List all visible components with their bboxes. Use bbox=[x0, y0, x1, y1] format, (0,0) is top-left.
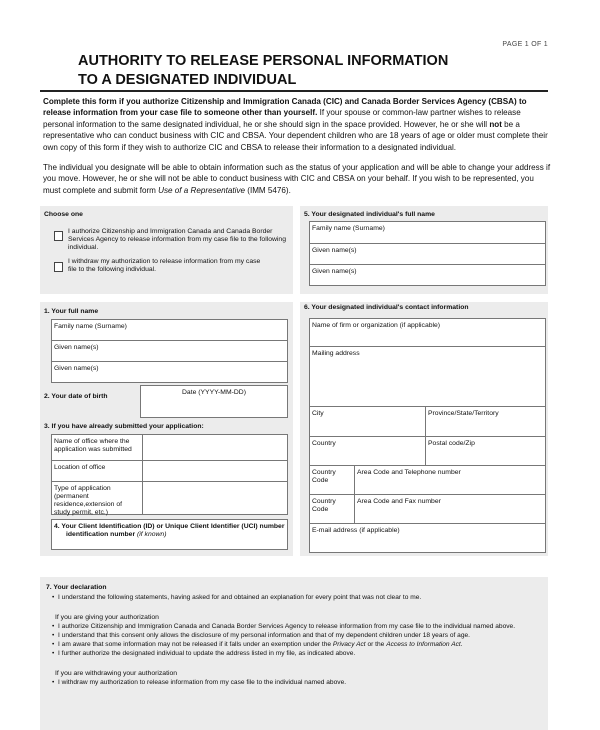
intro-p2: The individual you designate will be able to obtain information such as the status of your application and will be able to change your address if you move. However, he or she will not be able to conduct business with CIC and CBSA on your behalf. If you wish to be represented, you must complete and submit form bbox=[43, 163, 551, 195]
authorize-checkbox[interactable] bbox=[54, 231, 63, 241]
family-name-label: Family name (Surname) bbox=[54, 323, 127, 330]
page-number: PAGE 1 OF 1 bbox=[502, 41, 548, 48]
withdrawing-authorization-heading: If you are withdrawing your authorization bbox=[55, 670, 178, 677]
section-6-title: 6. Your designated individual's contact information bbox=[304, 304, 469, 311]
id-number-label: identification number bbox=[66, 531, 136, 538]
email-field[interactable] bbox=[309, 523, 546, 553]
given-name-label-1: Given name(s) bbox=[54, 344, 99, 351]
intro-text-end: be a representative who can conduct business with CIC and CBSA. Your dependent children who are 18 years of age or older must complete their own copy of this form if they wish to authorize CIC and CBSA to release their information to a designated individual. bbox=[43, 119, 548, 152]
mailing-address-label: Mailing address bbox=[312, 350, 360, 357]
given-name-2-field[interactable] bbox=[51, 361, 288, 383]
country-field[interactable] bbox=[309, 436, 426, 466]
section-1-title: 1. Your full name bbox=[44, 308, 99, 315]
designee-given-label-1: Given name(s) bbox=[312, 247, 357, 254]
fax-country-code-label: Country Code bbox=[312, 498, 336, 513]
bullet-3-or: or the bbox=[367, 641, 385, 648]
date-label: Date (YYYY-MM-DD) bbox=[182, 389, 246, 396]
postal-code-label: Postal code/Zip bbox=[428, 440, 475, 447]
title-rule bbox=[40, 90, 548, 92]
section-7-title: 7. Your declaration bbox=[46, 584, 107, 591]
choose-title: Choose one bbox=[44, 211, 83, 218]
mailing-address-field[interactable] bbox=[309, 346, 546, 407]
fax-label: Area Code and Fax number bbox=[357, 498, 441, 505]
designee-given-name-2-field[interactable] bbox=[309, 264, 546, 286]
access-to-information-act: Access to Information Act. bbox=[386, 641, 463, 648]
section-4-title: 4. Your Client Identification (ID) or Unique Client Identifier (UCI) number bbox=[54, 523, 285, 530]
office-location-label-cell bbox=[51, 460, 143, 482]
intro-p2-end: (IMM 5476). bbox=[247, 185, 291, 195]
telephone-field[interactable] bbox=[354, 465, 546, 495]
fax-field[interactable] bbox=[354, 494, 546, 524]
title-line-2: TO A DESIGNATED INDIVIDUAL bbox=[78, 72, 297, 88]
province-label: Province/State/Territory bbox=[428, 410, 499, 417]
designee-family-label: Family name (Surname) bbox=[312, 225, 385, 232]
intro-bold: Complete this form if you authorize Citizenship and Immigration Canada (CIC) and Canada Border Services Agency (CBSA) to release information from your case file to someone other than yourself. bbox=[43, 97, 527, 118]
section-4-line-2 bbox=[54, 531, 285, 539]
privacy-act: Privacy Act bbox=[332, 641, 366, 648]
given-name-label-2: Given name(s) bbox=[54, 365, 99, 372]
intro-text: If your spouse or common-law partner wishes to release personal information to the same designated individual, he or she should sign in the space provided. However, he or she will bbox=[43, 108, 521, 129]
city-field[interactable] bbox=[309, 406, 426, 437]
province-field[interactable] bbox=[425, 406, 546, 437]
declaration-bullet-1: • I authorize Citizenship and Immigration Canada and Canada Border Services Agency to release information from my case file to the individual named above. bbox=[58, 623, 515, 631]
tel-country-code-label: Country Code bbox=[312, 469, 336, 484]
giving-authorization-heading: If you are giving your authorization bbox=[55, 614, 159, 621]
office-name-field[interactable] bbox=[142, 434, 288, 461]
form-title bbox=[78, 52, 448, 90]
declaration-statement: • I understand the following statements, having asked for and obtained an explanation for every point that was not clear to me. bbox=[58, 594, 421, 602]
intro-not: not bbox=[489, 119, 502, 129]
withdraw-label: I withdraw my authorization to release information from my case file to the following individual. bbox=[68, 258, 261, 273]
designee-given-label-2: Given name(s) bbox=[312, 268, 357, 275]
given-name-1-field[interactable] bbox=[51, 340, 288, 362]
application-type-label-cell bbox=[51, 481, 143, 515]
application-type-label: Type of application (permanent residence,extension of study permit, etc.) bbox=[54, 485, 123, 516]
instructions-paragraph-2 bbox=[43, 162, 553, 196]
section-2-title: 2. Your date of birth bbox=[44, 393, 108, 400]
declaration-bullet-4: • I further authorize the designated individual to update the address listed in my file, as indicated above. bbox=[58, 650, 355, 658]
country-label: Country bbox=[312, 440, 336, 447]
office-location-field[interactable] bbox=[142, 460, 288, 482]
telephone-label: Area Code and Telephone number bbox=[357, 469, 461, 476]
firm-name-field[interactable] bbox=[309, 318, 546, 347]
fax-country-code-field[interactable] bbox=[309, 494, 355, 524]
instructions-paragraph-1 bbox=[43, 96, 553, 153]
email-label: E-mail address (if applicable) bbox=[312, 527, 400, 534]
office-name-label: Name of office where the application was submitted bbox=[54, 438, 132, 453]
application-type-field[interactable] bbox=[142, 481, 288, 515]
postal-code-field[interactable] bbox=[425, 436, 546, 466]
declaration-bullet-2: • I understand that this consent only allows the disclosure of my personal information and that of my dependent children under 18 years of age. bbox=[58, 632, 470, 640]
office-location-label: Location of office bbox=[54, 464, 106, 471]
tel-country-code-field[interactable] bbox=[309, 465, 355, 495]
designee-given-name-1-field[interactable] bbox=[309, 243, 546, 265]
instructions bbox=[43, 96, 553, 205]
office-name-label-cell bbox=[51, 434, 143, 461]
section-3-title: 3. If you have already submitted your application: bbox=[44, 423, 204, 430]
if-known-label: (if known) bbox=[137, 531, 167, 538]
family-name-field[interactable] bbox=[51, 319, 288, 341]
client-id-field[interactable] bbox=[51, 519, 288, 550]
bullet-3-text: I am aware that some information may not be released if it falls under an exemption under the bbox=[58, 641, 332, 648]
city-label: City bbox=[312, 410, 324, 417]
section-5-title: 5. Your designated individual's full name bbox=[304, 211, 435, 218]
title-line-1: AUTHORITY TO RELEASE PERSONAL INFORMATION bbox=[78, 53, 449, 69]
firm-name-label: Name of firm or organization (if applicable) bbox=[312, 322, 441, 329]
designee-family-name-field[interactable] bbox=[309, 221, 546, 244]
date-of-birth-field[interactable] bbox=[140, 385, 288, 418]
declaration-bullet-3 bbox=[58, 641, 463, 649]
withdraw-bullet: • I withdraw my authorization to release information from my case file to the individual named above. bbox=[58, 679, 346, 687]
intro-p2-italic: Use of a Representative bbox=[158, 185, 245, 195]
withdraw-checkbox[interactable] bbox=[54, 262, 63, 272]
authorize-label: I authorize Citizenship and Immigration Canada and Canada Border Services Agency to release information from my case file to the following individual. bbox=[68, 228, 286, 251]
